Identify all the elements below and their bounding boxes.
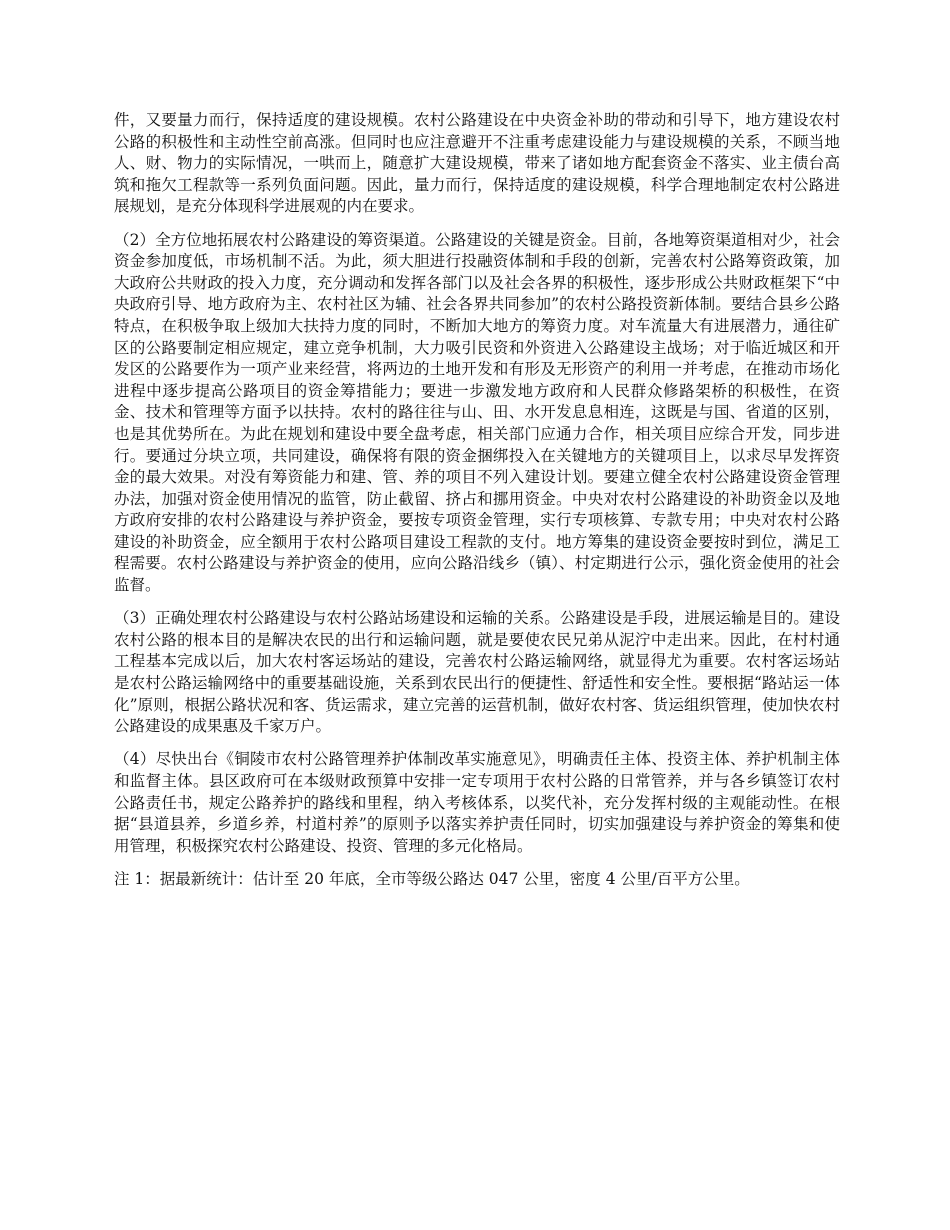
- paragraph-continuation: 件，又要量力而行，保持适度的建设规模。农村公路建设在中央资金补助的带动和引导下，地方建设农村公路的积极性和主动性空前高涨。但同时也应注意避开不注重考虑建设能力与建设规模的关系，不顾当地人、财、物力的实际情况，一哄而上，随意扩大建设规模，带来了诸如地方配套资金不落实、业主债台高筑和拖欠工程款等一系列负面问题。因此，量力而行，保持适度的建设规模，科学合理地制定农村公路进展规划，是充分体现科学进展观的内在要求。: [114, 111, 840, 216]
- paragraph-funding-channels: （2）全方位地拓展农村公路建设的筹资渠道。公路建设的关键是资金。目前，各地筹资渠道相对少，社会资金参加度低，市场机制不活。为此，须大胆进行投融资体制和手段的创新，完善农村公路筹资政策，加大政府公共财政的投入力度，充分调动和发挥各部门以及社会各界的积极性，逐步形成公共财政框架下“中央政府引导、地方政府为主、农村社区为辅、社会各界共同参加”的农村公路投资新体制。要结合县乡公路特点，在积极争取上级加大扶持力度的同时，不断加大地方的筹资力度。对车流量大有进展潜力，通往矿区的公路要制定相应规定，建立竞争机制，大力吸引民资和外资进入公路建设主战场；对于临近城区和开发区的公路要作为一项产业来经营，将两边的土地开发和有形及无形资产的利用一并考虑，在推动市场化进程中逐步提高公路项目的资金筹措能力；要进一步激发地方政府和人民群众修路架桥的积极性，在资金、技术和管理等方面予以扶持。农村的路往往与山、田、水开发息息相连，这既是与国、省道的区别，也是其优势所在。为此在规划和建设中要全盘考虑，相关部门应通力合作，相关项目应综合开发，同步进行。要通过分块立项，共同建设，确保将有限的资金捆绑投入在关键地方的关键项目上，以求尽早发挥资金的最大效果。对没有筹资能力和建、管、养的项目不列入建设计划。要建立健全农村公路建设资金管理办法，加强对资金使用情况的监管，防止截留、挤占和挪用资金。中央对农村公路建设的补助资金以及地方政府安排的农村公路建设与养护资金，要按专项资金管理，实行专项核算、专款专用；中央对农村公路建设的补助资金，应全额用于农村公路项目建设工程款的支付。地方筹集的建设资金要按时到位，满足工程需要。农村公路建设与养护资金的使用，应向公路沿线乡（镇）、村定期进行公示，强化资金使用的社会监督。: [114, 230, 840, 595]
- paragraph-station-transport: （3）正确处理农村公路建设与农村公路站场建设和运输的关系。公路建设是手段，进展运输是目的。建设农村公路的根本目的是解决农民的出行和运输问题，就是要使农民兄弟从泥泞中走出来。因此，在村村通工程基本完成以后，加大农村客运场站的建设，完善农村公路运输网络，就显得尤为重要。农村客运场站是农村公路运输网络中的重要基础设施，关系到农民出行的便捷性、舒适性和安全性。要根据“路站运一体化”原则，根据公路状况和客、货运需求，建立完善的运营机制，做好农村客、货运组织管理，使加快农村公路建设的成果惠及千家万户。: [114, 609, 840, 736]
- document-page: [114, 110, 840, 902]
- paragraph-maintenance-reform: （4）尽快出台《铜陵市农村公路管理养护体制改革实施意见》，明确责任主体、投资主体、养护机制主体和监督主体。县区政府可在本级财政预算中安排一定专项用于农村公路的日常管养，并与各乡镇签订农村公路责任书，规定公路养护的路线和里程，纳入考核体系，以奖代补，充分发挥村级的主观能动性。在根据“县道县养，乡道乡养，村道村养”的原则予以落实养护责任同时，切实加强建设与养护资金的筹集和使用管理，积极探究农村公路建设、投资、管理的多元化格局。: [114, 750, 840, 855]
- paragraph-footnote: 注 1：据最新统计：估计至 20 年底，全市等级公路达 047 公里，密度 4 公里/百平方公里。: [114, 869, 750, 888]
